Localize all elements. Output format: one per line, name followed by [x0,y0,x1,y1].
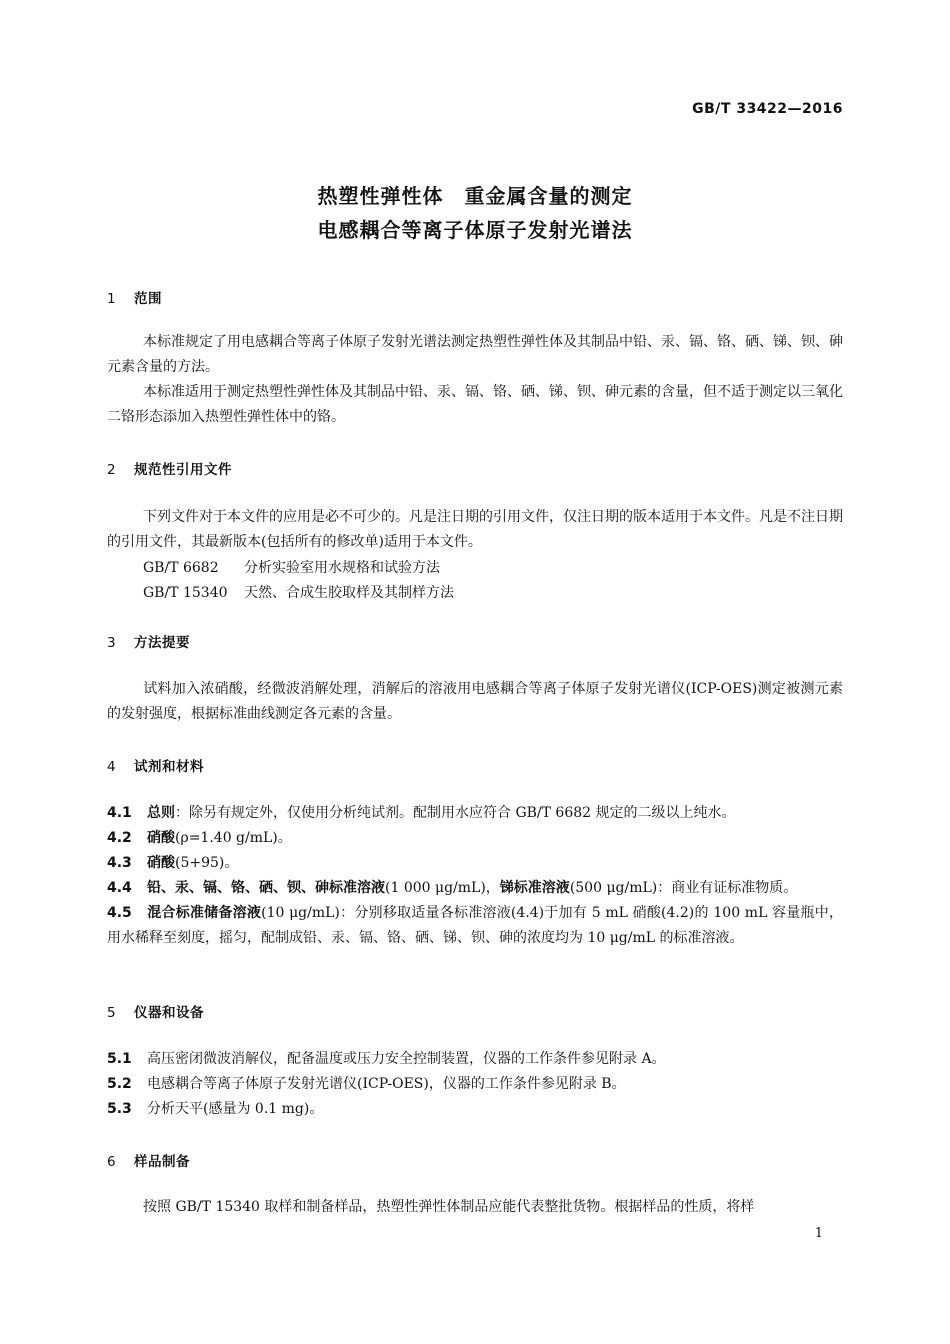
section-heading-scope [107,287,162,307]
paragraph [107,330,843,380]
clause-item [107,1072,843,1097]
paragraph [107,505,843,555]
section-title: 范围 [134,291,162,307]
section-title: 样品制备 [134,1154,190,1170]
reference-code: GB/T 15340 [143,585,228,601]
clause-number: 5.1 [107,1051,132,1067]
reference-item [143,557,440,577]
section-number: 2 [107,462,117,478]
clause-item [107,876,843,901]
page-number: 1 [814,1226,823,1241]
clause-term-2: 锑标准溶液 [499,880,570,896]
clause-term: 铅、汞、镉、铬、硒、钡、砷标准溶液 [147,880,385,896]
paragraph-text: 下列文件对于本文件的应用是必不可少的。凡是注日期的引用文件，仅注日期的版本适用于本文件。凡是不注日期的引用文件，其最新版本(包括所有的修改单)适用于本文件。 [107,509,843,550]
clause-text: 电感耦合等离子体原子发射光谱仪(ICP-OES)，仪器的工作条件参见附录 B。 [147,1076,626,1092]
section-heading-apparatus [107,1001,204,1021]
standard-number: GB/T 33422—2016 [692,101,843,117]
clause-term: 硝酸 [147,855,175,871]
section-number: 6 [107,1154,117,1170]
section-number: 3 [107,635,117,651]
reference-title: 分析实验室用水规格和试验方法 [244,560,440,576]
clause-number: 5.2 [107,1076,132,1092]
clause-item [107,801,843,826]
clause-text-2: (500 μg/mL)：商业有证标准物质。 [569,880,798,896]
clause-item [107,826,843,851]
reference-item [143,582,454,602]
paragraph [107,380,843,430]
section-title: 试剂和材料 [134,759,204,775]
clause-text: (1 000 μg/mL)， [385,880,500,896]
reference-code: GB/T 6682 [143,560,219,576]
document-title-line-2: 电感耦合等离子体原子发射光谱法 [317,218,633,242]
paragraph-text: 试料加入浓硝酸，经微波消解处理，消解后的溶液用电感耦合等离子体原子发射光谱仪(ICP-OES)测定被测元素的发射强度，根据标准曲线测定各元素的含量。 [107,681,843,722]
clause-term: 硝酸 [147,830,175,846]
clause-item [107,851,843,876]
section-heading-principle [107,631,190,651]
clause-item [107,901,843,951]
clause-number: 4.5 [107,905,132,921]
paragraph [107,1195,843,1220]
reference-title: 天然、合成生胶取样及其制样方法 [244,585,454,601]
clause-text: (ρ=1.40 g/mL)。 [175,830,292,846]
paragraph-text: 本标准适用于测定热塑性弹性体及其制品中铅、汞、镉、铬、硒、锑、钡、砷元素的含量，但不适于测定以三氧化二铬形态添加入热塑性弹性体中的铬。 [107,384,843,425]
section-heading-sample-preparation [107,1150,190,1170]
section-number: 1 [107,291,117,307]
section-title: 规范性引用文件 [134,462,232,478]
clause-item [107,1097,843,1122]
clause-number: 4.1 [107,805,132,821]
section-title: 方法提要 [134,635,190,651]
paragraph [107,677,843,727]
clause-term: 混合标准储备溶液 [147,905,262,921]
paragraph-text: 按照 GB/T 15340 取样和制备样品，热塑性弹性体制品应能代表整批货物。根据样品的性质，将样 [143,1199,755,1215]
section-heading-normative-references [107,458,232,478]
clause-text: ：除另有规定外，仅使用分析纯试剂。配制用水应符合 GB/T 6682 规定的二级以上纯水。 [175,805,736,821]
section-title: 仪器和设备 [134,1005,204,1021]
clause-number: 4.3 [107,855,132,871]
clause-number: 4.4 [107,880,132,896]
clause-number: 5.3 [107,1101,132,1117]
clause-text: 高压密闭微波消解仪，配备温度或压力安全控制装置，仪器的工作条件参见附录 A。 [147,1051,666,1067]
section-heading-reagents [107,755,204,775]
clause-number: 4.2 [107,830,132,846]
section-number: 4 [107,759,117,775]
clause-text: (5+95)。 [175,855,239,871]
document-title-line-1: 热塑性弹性体 重金属含量的测定 [317,184,633,208]
section-number: 5 [107,1005,117,1021]
paragraph-text: 本标准规定了用电感耦合等离子体原子发射光谱法测定热塑性弹性体及其制品中铅、汞、镉、铬、硒、锑、钡、砷元素含量的方法。 [107,334,843,375]
clause-term: 总则 [147,805,175,821]
clause-text: (10 μg/mL)：分别移取适量各标准溶液(4.4)于加有 5 mL 硝酸(4.2)的 100 mL 容量瓶中，用水稀释至刻度，摇匀，配制成铅、汞、镉、铬、硒、锑、钡、砷的浓度均为 10 μg/mL 的标准溶液。 [107,905,843,946]
clause-text: 分析天平(感量为 0.1 mg)。 [147,1101,324,1117]
clause-item [107,1047,843,1072]
